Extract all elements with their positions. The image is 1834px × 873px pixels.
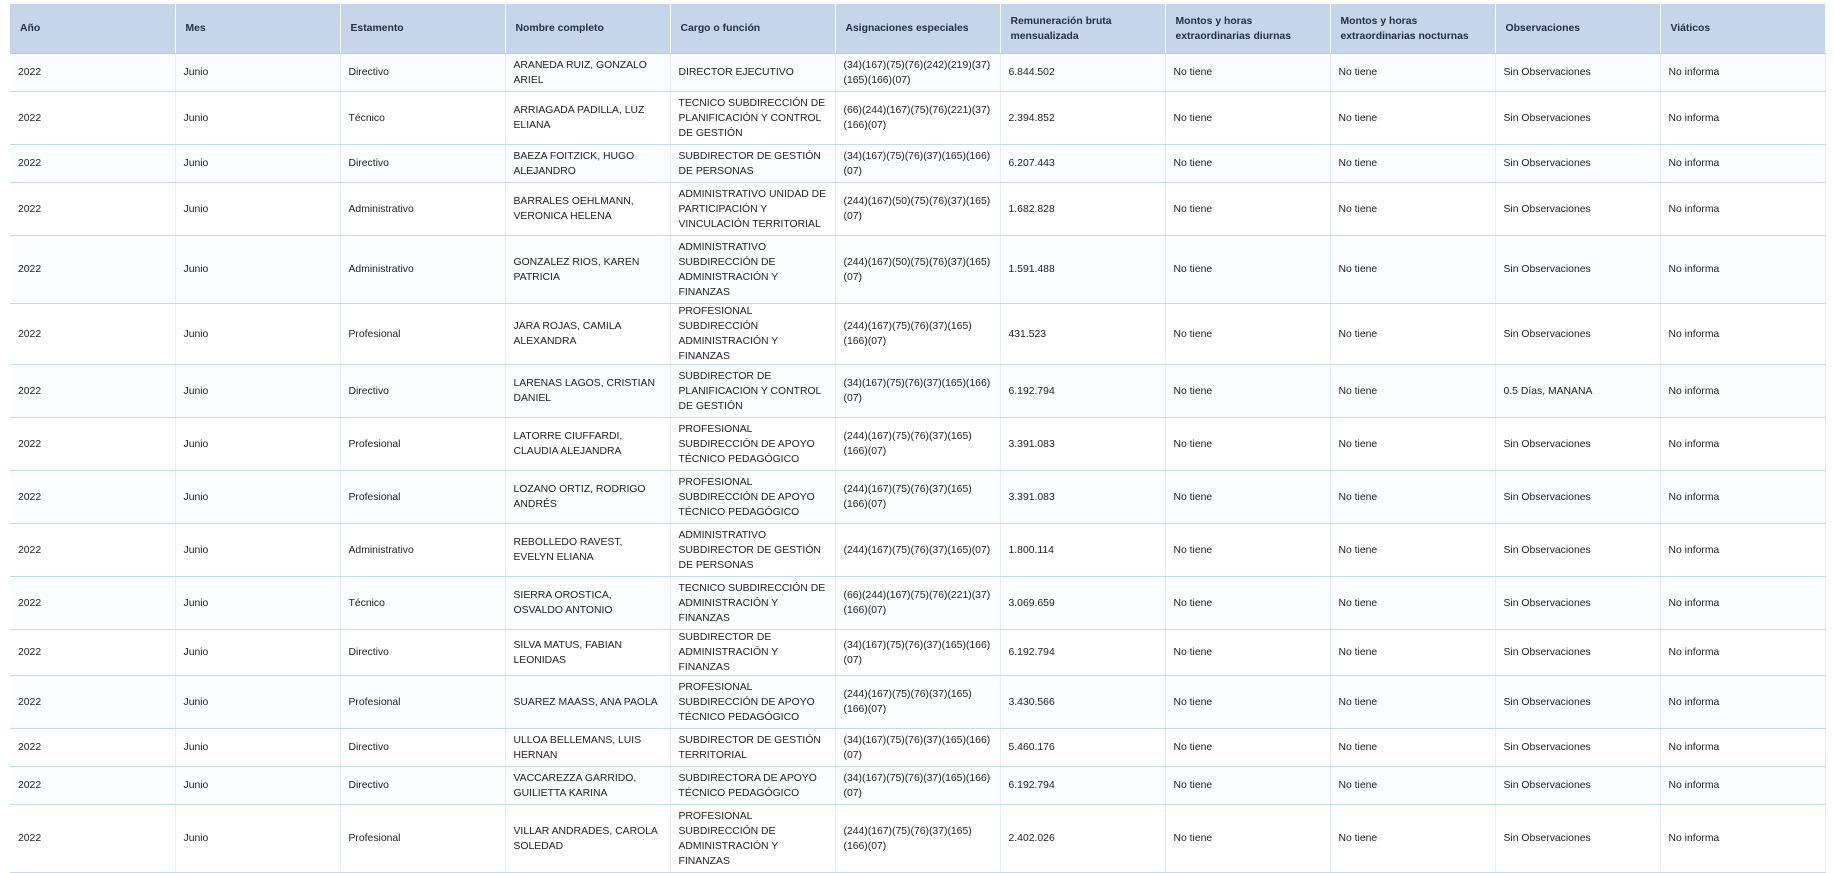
cell-nombre-completo: BAEZA FOITZICK, HUGO ALEJANDRO	[505, 145, 670, 183]
cell-asignaciones-especiales: (244)(167)(50)(75)(76)(37)(165)(07)	[835, 236, 1000, 304]
cell-observaciones: Sin Observaciones	[1495, 767, 1660, 805]
cell-viaticos: No informa	[1660, 729, 1825, 767]
cell-horas-extra-nocturnas: No tiene	[1330, 92, 1495, 145]
cell-estamento: Profesional	[340, 304, 505, 365]
cell-estamento: Directivo	[340, 54, 505, 92]
cell-cargo-funcion: SUBDIRECTOR DE GESTIÓN TERRITORIAL	[670, 729, 835, 767]
cell-estamento: Profesional	[340, 471, 505, 524]
cell-horas-extra-nocturnas: No tiene	[1330, 630, 1495, 676]
cell-horas-extra-nocturnas: No tiene	[1330, 418, 1495, 471]
cell-horas-extra-diurnas: No tiene	[1165, 630, 1330, 676]
cell-cargo-funcion: SUBDIRECTORA DE APOYO TÉCNICO PEDAGÓGICO	[670, 767, 835, 805]
cell-anio: 2022	[10, 471, 175, 524]
cell-observaciones: Sin Observaciones	[1495, 145, 1660, 183]
cell-viaticos: No informa	[1660, 92, 1825, 145]
cell-mes: Junio	[175, 145, 340, 183]
cell-nombre-completo: ARRIAGADA PADILLA, LUZ ELIANA	[505, 92, 670, 145]
cell-estamento: Técnico	[340, 577, 505, 630]
cell-mes: Junio	[175, 418, 340, 471]
cell-remuneracion-bruta: 431.523	[1000, 304, 1165, 365]
cell-remuneracion-bruta: 5.460.176	[1000, 729, 1165, 767]
table-row	[10, 183, 1825, 236]
cell-estamento: Profesional	[340, 676, 505, 729]
cell-remuneracion-bruta: 1.682.828	[1000, 183, 1165, 236]
cell-estamento: Profesional	[340, 805, 505, 873]
cell-nombre-completo: JARA ROJAS, CAMILA ALEXANDRA	[505, 304, 670, 365]
table-row	[10, 365, 1825, 418]
cell-nombre-completo: REBOLLEDO RAVEST, EVELYN ELIANA	[505, 524, 670, 577]
cell-mes: Junio	[175, 767, 340, 805]
cell-horas-extra-diurnas: No tiene	[1165, 676, 1330, 729]
cell-asignaciones-especiales: (244)(167)(50)(75)(76)(37)(165)(07)	[835, 183, 1000, 236]
cell-cargo-funcion: SUBDIRECTOR DE GESTIÓN DE PERSONAS	[670, 145, 835, 183]
header-nombre-completo: Nombre completo	[505, 4, 670, 54]
cell-observaciones: Sin Observaciones	[1495, 304, 1660, 365]
cell-nombre-completo: LOZANO ORTIZ, RODRIGO ANDRÉS	[505, 471, 670, 524]
cell-nombre-completo: BARRALES OEHLMANN, VERONICA HELENA	[505, 183, 670, 236]
cell-mes: Junio	[175, 577, 340, 630]
cell-estamento: Administrativo	[340, 183, 505, 236]
cell-observaciones: Sin Observaciones	[1495, 418, 1660, 471]
header-row	[10, 4, 1825, 54]
cell-cargo-funcion: PROFESIONAL SUBDIRECCIÓN DE APOYO TÉCNICO PEDAGÓGICO	[670, 676, 835, 729]
cell-mes: Junio	[175, 676, 340, 729]
cell-observaciones: Sin Observaciones	[1495, 524, 1660, 577]
cell-nombre-completo: VACCAREZZA GARRIDO, GUILIETTA KARINA	[505, 767, 670, 805]
cell-mes: Junio	[175, 365, 340, 418]
cell-observaciones: Sin Observaciones	[1495, 577, 1660, 630]
header-observaciones: Observaciones	[1495, 4, 1660, 54]
header-remuneracion-bruta: Remuneración bruta mensualizada	[1000, 4, 1165, 54]
cell-nombre-completo: GONZALEZ RIOS, KAREN PATRICIA	[505, 236, 670, 304]
cell-remuneracion-bruta: 3.069.659	[1000, 577, 1165, 630]
cell-horas-extra-nocturnas: No tiene	[1330, 729, 1495, 767]
cell-horas-extra-nocturnas: No tiene	[1330, 577, 1495, 630]
table-row	[10, 236, 1825, 304]
cell-horas-extra-diurnas: No tiene	[1165, 145, 1330, 183]
cell-viaticos: No informa	[1660, 365, 1825, 418]
cell-observaciones: Sin Observaciones	[1495, 676, 1660, 729]
cell-asignaciones-especiales: (34)(167)(75)(76)(37)(165)(166)(07)	[835, 145, 1000, 183]
cell-estamento: Administrativo	[340, 524, 505, 577]
cell-anio: 2022	[10, 767, 175, 805]
cell-viaticos: No informa	[1660, 236, 1825, 304]
cell-estamento: Directivo	[340, 365, 505, 418]
cell-mes: Junio	[175, 524, 340, 577]
cell-viaticos: No informa	[1660, 471, 1825, 524]
cell-cargo-funcion: ADMINISTRATIVO UNIDAD DE PARTICIPACIÓN Y VINCULACIÓN TERRITORIAL	[670, 183, 835, 236]
cell-nombre-completo: ULLOA BELLEMANS, LUIS HERNAN	[505, 729, 670, 767]
cell-cargo-funcion: PROFESIONAL SUBDIRECCIÓN DE APOYO TÉCNICO PEDAGÓGICO	[670, 471, 835, 524]
cell-observaciones: Sin Observaciones	[1495, 183, 1660, 236]
cell-viaticos: No informa	[1660, 304, 1825, 365]
cell-horas-extra-nocturnas: No tiene	[1330, 676, 1495, 729]
cell-cargo-funcion: PROFESIONAL SUBDIRECCIÓN DE ADMINISTRACIÓN Y FINANZAS	[670, 805, 835, 873]
cell-horas-extra-diurnas: No tiene	[1165, 577, 1330, 630]
cell-viaticos: No informa	[1660, 418, 1825, 471]
cell-viaticos: No informa	[1660, 145, 1825, 183]
cell-viaticos: No informa	[1660, 630, 1825, 676]
cell-estamento: Directivo	[340, 729, 505, 767]
cell-asignaciones-especiales: (244)(167)(75)(76)(37)(165)(07)	[835, 524, 1000, 577]
cell-horas-extra-diurnas: No tiene	[1165, 92, 1330, 145]
cell-cargo-funcion: DIRECTOR EJECUTIVO	[670, 54, 835, 92]
cell-nombre-completo: SUAREZ MAASS, ANA PAOLA	[505, 676, 670, 729]
table-header	[10, 4, 1825, 54]
table-row	[10, 524, 1825, 577]
cell-nombre-completo: VILLAR ANDRADES, CAROLA SOLEDAD	[505, 805, 670, 873]
header-cargo-funcion: Cargo o función	[670, 4, 835, 54]
cell-estamento: Técnico	[340, 92, 505, 145]
cell-mes: Junio	[175, 92, 340, 145]
cell-horas-extra-diurnas: No tiene	[1165, 304, 1330, 365]
cell-mes: Junio	[175, 630, 340, 676]
cell-mes: Junio	[175, 471, 340, 524]
cell-anio: 2022	[10, 524, 175, 577]
cell-anio: 2022	[10, 577, 175, 630]
cell-horas-extra-diurnas: No tiene	[1165, 183, 1330, 236]
cell-cargo-funcion: SUBDIRECTOR DE ADMINISTRACIÓN Y FINANZAS	[670, 630, 835, 676]
table-row	[10, 577, 1825, 630]
remuneraciones-table-container	[10, 4, 1825, 873]
cell-observaciones: Sin Observaciones	[1495, 54, 1660, 92]
cell-observaciones: 0.5 Días, MANANA	[1495, 365, 1660, 418]
cell-anio: 2022	[10, 183, 175, 236]
cell-asignaciones-especiales: (34)(167)(75)(76)(37)(165)(166)(07)	[835, 630, 1000, 676]
cell-horas-extra-diurnas: No tiene	[1165, 418, 1330, 471]
cell-asignaciones-especiales: (244)(167)(75)(76)(37)(165)(166)(07)	[835, 805, 1000, 873]
cell-anio: 2022	[10, 365, 175, 418]
remuneraciones-table	[10, 4, 1826, 873]
cell-viaticos: No informa	[1660, 676, 1825, 729]
cell-horas-extra-nocturnas: No tiene	[1330, 471, 1495, 524]
header-mes: Mes	[175, 4, 340, 54]
cell-asignaciones-especiales: (244)(167)(75)(76)(37)(165)(166)(07)	[835, 304, 1000, 365]
cell-mes: Junio	[175, 729, 340, 767]
cell-nombre-completo: SIERRA OROSTICA, OSVALDO ANTONIO	[505, 577, 670, 630]
cell-remuneracion-bruta: 1.591.488	[1000, 236, 1165, 304]
table-row	[10, 767, 1825, 805]
cell-remuneracion-bruta: 1.800.114	[1000, 524, 1165, 577]
cell-anio: 2022	[10, 805, 175, 873]
cell-observaciones: Sin Observaciones	[1495, 630, 1660, 676]
cell-asignaciones-especiales: (66)(244)(167)(75)(76)(221)(37)(166)(07)	[835, 577, 1000, 630]
header-estamento: Estamento	[340, 4, 505, 54]
cell-remuneracion-bruta: 6.192.794	[1000, 630, 1165, 676]
cell-horas-extra-diurnas: No tiene	[1165, 236, 1330, 304]
cell-remuneracion-bruta: 6.844.502	[1000, 54, 1165, 92]
cell-anio: 2022	[10, 54, 175, 92]
cell-anio: 2022	[10, 630, 175, 676]
header-viaticos: Viáticos	[1660, 4, 1825, 54]
cell-asignaciones-especiales: (34)(167)(75)(76)(242)(219)(37)(165)(166)(07)	[835, 54, 1000, 92]
cell-asignaciones-especiales: (34)(167)(75)(76)(37)(165)(166)(07)	[835, 729, 1000, 767]
table-row	[10, 92, 1825, 145]
cell-nombre-completo: LATORRE CIUFFARDI, CLAUDIA ALEJANDRA	[505, 418, 670, 471]
table-row	[10, 676, 1825, 729]
cell-anio: 2022	[10, 729, 175, 767]
cell-horas-extra-diurnas: No tiene	[1165, 471, 1330, 524]
cell-mes: Junio	[175, 304, 340, 365]
cell-observaciones: Sin Observaciones	[1495, 805, 1660, 873]
cell-horas-extra-nocturnas: No tiene	[1330, 524, 1495, 577]
cell-observaciones: Sin Observaciones	[1495, 92, 1660, 145]
cell-remuneracion-bruta: 3.430.566	[1000, 676, 1165, 729]
table-row	[10, 471, 1825, 524]
cell-remuneracion-bruta: 3.391.083	[1000, 471, 1165, 524]
cell-estamento: Directivo	[340, 767, 505, 805]
cell-horas-extra-diurnas: No tiene	[1165, 805, 1330, 873]
cell-asignaciones-especiales: (244)(167)(75)(76)(37)(165)(166)(07)	[835, 471, 1000, 524]
cell-horas-extra-diurnas: No tiene	[1165, 54, 1330, 92]
cell-anio: 2022	[10, 418, 175, 471]
cell-asignaciones-especiales: (34)(167)(75)(76)(37)(165)(166)(07)	[835, 767, 1000, 805]
cell-remuneracion-bruta: 6.192.794	[1000, 365, 1165, 418]
cell-cargo-funcion: TECNICO SUBDIRECCIÓN DE ADMINISTRACIÓN Y FINANZAS	[670, 577, 835, 630]
cell-observaciones: Sin Observaciones	[1495, 729, 1660, 767]
cell-remuneracion-bruta: 6.192.794	[1000, 767, 1165, 805]
cell-horas-extra-diurnas: No tiene	[1165, 767, 1330, 805]
cell-viaticos: No informa	[1660, 183, 1825, 236]
header-horas-extra-nocturnas: Montos y horas extraordinarias nocturnas	[1330, 4, 1495, 54]
cell-cargo-funcion: ADMINISTRATIVO SUBDIRECTOR DE GESTIÓN DE PERSONAS	[670, 524, 835, 577]
cell-viaticos: No informa	[1660, 767, 1825, 805]
table-row	[10, 54, 1825, 92]
table-row	[10, 729, 1825, 767]
cell-asignaciones-especiales: (34)(167)(75)(76)(37)(165)(166)(07)	[835, 365, 1000, 418]
cell-viaticos: No informa	[1660, 577, 1825, 630]
cell-mes: Junio	[175, 183, 340, 236]
cell-horas-extra-nocturnas: No tiene	[1330, 236, 1495, 304]
header-horas-extra-diurnas: Montos y horas extraordinarias diurnas	[1165, 4, 1330, 54]
header-anio: Año	[10, 4, 175, 54]
cell-viaticos: No informa	[1660, 805, 1825, 873]
cell-estamento: Directivo	[340, 630, 505, 676]
cell-asignaciones-especiales: (244)(167)(75)(76)(37)(165)(166)(07)	[835, 676, 1000, 729]
cell-cargo-funcion: ADMINISTRATIVO SUBDIRECCIÓN DE ADMINISTRACIÓN Y FINANZAS	[670, 236, 835, 304]
header-asignaciones-especiales: Asignaciones especiales	[835, 4, 1000, 54]
cell-mes: Junio	[175, 54, 340, 92]
cell-observaciones: Sin Observaciones	[1495, 236, 1660, 304]
cell-horas-extra-nocturnas: No tiene	[1330, 304, 1495, 365]
cell-asignaciones-especiales: (244)(167)(75)(76)(37)(165)(166)(07)	[835, 418, 1000, 471]
cell-estamento: Administrativo	[340, 236, 505, 304]
cell-observaciones: Sin Observaciones	[1495, 471, 1660, 524]
cell-horas-extra-nocturnas: No tiene	[1330, 145, 1495, 183]
cell-anio: 2022	[10, 92, 175, 145]
table-row	[10, 630, 1825, 676]
cell-cargo-funcion: PROFESIONAL SUBDIRECCIÓN ADMINISTRACIÓN Y FINANZAS	[670, 304, 835, 365]
table-row	[10, 145, 1825, 183]
cell-horas-extra-nocturnas: No tiene	[1330, 365, 1495, 418]
table-row	[10, 805, 1825, 873]
cell-anio: 2022	[10, 304, 175, 365]
cell-nombre-completo: LARENAS LAGOS, CRISTIAN DANIEL	[505, 365, 670, 418]
cell-remuneracion-bruta: 6.207.443	[1000, 145, 1165, 183]
cell-remuneracion-bruta: 3.391.083	[1000, 418, 1165, 471]
cell-anio: 2022	[10, 676, 175, 729]
cell-nombre-completo: SILVA MATUS, FABIAN LEONIDAS	[505, 630, 670, 676]
cell-cargo-funcion: TECNICO SUBDIRECCIÓN DE PLANIFICACIÓN Y CONTROL DE GESTIÓN	[670, 92, 835, 145]
cell-horas-extra-nocturnas: No tiene	[1330, 183, 1495, 236]
cell-horas-extra-diurnas: No tiene	[1165, 524, 1330, 577]
cell-mes: Junio	[175, 236, 340, 304]
cell-estamento: Profesional	[340, 418, 505, 471]
cell-cargo-funcion: PROFESIONAL SUBDIRECCIÓN DE APOYO TÉCNICO PEDAGÓGICO	[670, 418, 835, 471]
table-row	[10, 418, 1825, 471]
cell-remuneracion-bruta: 2.394.852	[1000, 92, 1165, 145]
cell-estamento: Directivo	[340, 145, 505, 183]
cell-viaticos: No informa	[1660, 54, 1825, 92]
cell-horas-extra-nocturnas: No tiene	[1330, 805, 1495, 873]
cell-horas-extra-diurnas: No tiene	[1165, 365, 1330, 418]
cell-anio: 2022	[10, 236, 175, 304]
cell-viaticos: No informa	[1660, 524, 1825, 577]
cell-cargo-funcion: SUBDIRECTOR DE PLANIFICACION Y CONTROL DE GESTIÓN	[670, 365, 835, 418]
cell-asignaciones-especiales: (66)(244)(167)(75)(76)(221)(37)(166)(07)	[835, 92, 1000, 145]
cell-horas-extra-nocturnas: No tiene	[1330, 54, 1495, 92]
cell-horas-extra-diurnas: No tiene	[1165, 729, 1330, 767]
cell-nombre-completo: ARANEDA RUIZ, GONZALO ARIEL	[505, 54, 670, 92]
table-row	[10, 304, 1825, 365]
cell-anio: 2022	[10, 145, 175, 183]
cell-horas-extra-nocturnas: No tiene	[1330, 767, 1495, 805]
cell-remuneracion-bruta: 2.402.026	[1000, 805, 1165, 873]
cell-mes: Junio	[175, 805, 340, 873]
table-body	[10, 54, 1825, 873]
